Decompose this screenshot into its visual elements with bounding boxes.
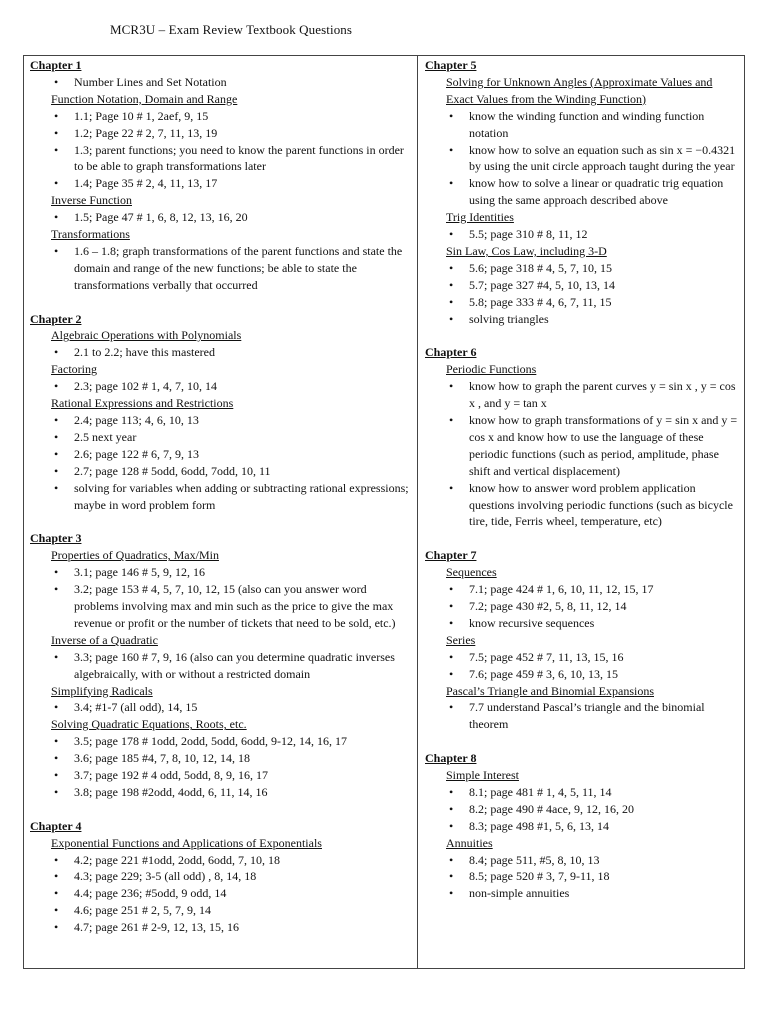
section-block [30, 395, 412, 513]
list-item: • 2.3; page 102 # 1, 4, 7, 10, 14 [30, 378, 412, 395]
chapter-block [425, 344, 740, 530]
section-block [425, 209, 740, 243]
list-item: • 7.6; page 459 # 3, 6, 10, 13, 15 [425, 666, 740, 683]
section-title: Sin Law, Cos Law, including 3-D [446, 243, 607, 258]
list-item: • 7.1; page 424 # 1, 6, 10, 11, 12, 15, 17 [425, 581, 740, 598]
section-title: Annuities [446, 835, 493, 850]
list-item: • know recursive sequences [425, 615, 740, 632]
chapter-title: Chapter 4 [30, 818, 82, 833]
list-item: • 1.6 – 1.8; graph transformations of the parent functions and state the domain and range of the new functions; be able to state the transformations verbally that occurred [30, 243, 412, 294]
list-item: • 8.4; page 511, #5, 8, 10, 13 [425, 852, 740, 869]
list-item: • 5.7; page 327 #4, 5, 10, 13, 14 [425, 277, 740, 294]
item-list [425, 649, 740, 683]
section-block [30, 361, 412, 395]
chapter-block [425, 750, 740, 902]
list-item: • 4.4; page 236; #5odd, 9 odd, 14 [30, 885, 412, 902]
item-list [30, 649, 412, 683]
section-block [425, 243, 740, 328]
list-item: • 7.5; page 452 # 7, 11, 13, 15, 16 [425, 649, 740, 666]
list-item: • solving triangles [425, 311, 740, 328]
section-block [425, 74, 740, 209]
list-item: • 3.2; page 153 # 4, 5, 7, 10, 12, 15 (also can you answer word problems involving max and min such as the price to give the max revenue or profit or the number of tickets that need to be sold, etc.) [30, 581, 412, 632]
section-block [425, 767, 740, 835]
column-divider [417, 55, 418, 969]
list-item: • 8.5; page 520 # 3, 7, 9-11, 18 [425, 868, 740, 885]
item-list [30, 108, 412, 193]
item-list [425, 581, 740, 632]
item-list [425, 108, 740, 209]
section-block [425, 835, 740, 903]
item-list [425, 852, 740, 903]
left-column [30, 57, 412, 953]
list-item: • 2.7; page 128 # 5odd, 6odd, 7odd, 10, 11 [30, 463, 412, 480]
list-item: • 2.5 next year [30, 429, 412, 446]
list-item: • 8.2; page 490 # 4ace, 9, 12, 16, 20 [425, 801, 740, 818]
item-list [425, 784, 740, 835]
section-title: Transformations [51, 227, 130, 242]
list-item: • 3.3; page 160 # 7, 9, 16 (also can you determine quadratic inverses algebraically, with or without a restricted domain [30, 649, 412, 683]
chapter-block [30, 818, 412, 936]
list-item: • 3.5; page 178 # 1odd, 2odd, 5odd, 6odd, 9-12, 14, 16, 17 [30, 733, 412, 750]
section-title: Simplifying Radicals [51, 683, 153, 698]
chapter-title: Chapter 5 [425, 58, 477, 72]
list-item: • 3.7; page 192 # 4 odd, 5odd, 8, 9, 16, 17 [30, 767, 412, 784]
list-item: • know how to answer word problem application questions involving periodic functions (such as bicycle tire, tide, Ferris wheel, temperature, etc) [425, 480, 740, 531]
item-list [425, 260, 740, 328]
section-block [30, 683, 412, 717]
section-block [425, 632, 740, 683]
section-title: Simple Interest [446, 768, 519, 783]
list-item: • 1.3; parent functions; you need to know the parent functions in order to be able to graph transformations later [30, 142, 412, 176]
list-item: • know how to solve a linear or quadratic trig equation using the same approach described above [425, 175, 740, 209]
list-item: • 7.2; page 430 #2, 5, 8, 11, 12, 14 [425, 598, 740, 615]
section-block [30, 632, 412, 683]
chapter-block [425, 547, 740, 733]
list-item: • 5.5; page 310 # 8, 11, 12 [425, 226, 740, 243]
section-block [30, 226, 412, 294]
document-title: MCR3U – Exam Review Textbook Questions [110, 22, 353, 37]
list-item: • solving for variables when adding or subtracting rational expressions; maybe in word problem form [30, 480, 412, 514]
list-item: • Number Lines and Set Notation [30, 74, 412, 91]
section-title: Periodic Functions [446, 362, 537, 377]
item-list [30, 378, 412, 395]
section-title: Inverse of a Quadratic [51, 632, 158, 647]
list-item: • 4.3; page 229; 3-5 (all odd) , 8, 14, 18 [30, 868, 412, 885]
section-title: Inverse Function [51, 193, 132, 208]
item-list [30, 344, 412, 361]
section-title: Solving for Unknown Angles (Approximate Values and Exact Values from the Winding Function) [446, 74, 713, 106]
list-item: • know how to graph transformations of y = sin x and y = cos x and know how to use the language of these periodic functions (such as period, amplitude, phase shift and vertical displacement) [425, 412, 740, 480]
list-item: • 5.8; page 333 # 4, 6, 7, 11, 15 [425, 294, 740, 311]
section-title: Algebraic Operations with Polynomials [51, 328, 242, 343]
section-block [30, 547, 412, 632]
list-item: • know how to solve an equation such as sin x = −0.4321 by using the unit circle approach taught during the year [425, 142, 740, 176]
section-title: Sequences [446, 565, 497, 580]
list-item: • 4.7; page 261 # 2-9, 12, 13, 15, 16 [30, 919, 412, 936]
list-item: • know the winding function and winding function notation [425, 108, 740, 142]
list-item: • 4.6; page 251 # 2, 5, 7, 9, 14 [30, 902, 412, 919]
list-item: • know how to graph the parent curves y = sin x , y = cos x , and y = tan x [425, 378, 740, 412]
list-item: • 4.2; page 221 #1odd, 2odd, 6odd, 7, 10, 18 [30, 852, 412, 869]
section-title: Factoring [51, 362, 97, 377]
section-title: Exponential Functions and Applications of Exponentials [51, 835, 322, 850]
chapter-block [30, 530, 412, 801]
item-list [30, 209, 412, 226]
section-title: Function Notation, Domain and Range [51, 91, 238, 106]
list-item: • 1.1; Page 10 # 1, 2aef, 9, 15 [30, 108, 412, 125]
chapter-title: Chapter 6 [425, 345, 477, 360]
section-block [30, 835, 412, 936]
item-list [425, 226, 740, 243]
list-item: • 8.1; page 481 # 1, 4, 5, 11, 14 [425, 784, 740, 801]
item-list [30, 74, 412, 91]
list-item: • 1.2; Page 22 # 2, 7, 11, 13, 19 [30, 125, 412, 142]
chapter-title: Chapter 8 [425, 751, 477, 766]
chapter-block [425, 57, 740, 328]
list-item: • 5.6; page 318 # 4, 5, 7, 10, 15 [425, 260, 740, 277]
list-item: • 3.1; page 146 # 5, 9, 12, 16 [30, 564, 412, 581]
item-list [425, 378, 740, 530]
list-item: • 2.4; page 113; 4, 6, 10, 13 [30, 412, 412, 429]
chapter-title: Chapter 3 [30, 531, 82, 546]
section-block [30, 91, 412, 192]
item-list [425, 699, 740, 733]
section-title: Solving Quadratic Equations, Roots, etc. [51, 717, 247, 732]
section-block [30, 327, 412, 361]
item-list [30, 733, 412, 801]
item-list [30, 699, 412, 716]
chapter-block [30, 311, 412, 514]
list-item: • 1.4; Page 35 # 2, 4, 11, 13, 17 [30, 175, 412, 192]
list-item: • 8.3; page 498 #1, 5, 6, 13, 14 [425, 818, 740, 835]
section-block [30, 716, 412, 801]
item-list [30, 852, 412, 937]
section-block [30, 192, 412, 226]
section-title: Rational Expressions and Restrictions [51, 396, 234, 411]
list-item: • 7.7 understand Pascal’s triangle and the binomial theorem [425, 699, 740, 733]
list-item: • 1.5; Page 47 # 1, 6, 8, 12, 13, 16, 20 [30, 209, 412, 226]
list-item: • 2.6; page 122 # 6, 7, 9, 13 [30, 446, 412, 463]
list-item: • 3.6; page 185 #4, 7, 8, 10, 12, 14, 18 [30, 750, 412, 767]
section-title: Properties of Quadratics, Max/Min [51, 548, 219, 563]
section-title: Trig Identities [446, 210, 514, 225]
chapter-title: Chapter 2 [30, 311, 82, 326]
section-title: Series [446, 632, 476, 647]
item-list [30, 564, 412, 632]
section-block [425, 361, 740, 530]
section-title: Pascal’s Triangle and Binomial Expansions [446, 683, 654, 698]
item-list [30, 243, 412, 294]
list-item: • non-simple annuities [425, 885, 740, 902]
list-item: • 3.4; #1-7 (all odd), 14, 15 [30, 699, 412, 716]
chapter-title: Chapter 1 [30, 58, 82, 72]
section-block [30, 74, 412, 91]
section-block [425, 683, 740, 734]
list-item: • 2.1 to 2.2; have this mastered [30, 344, 412, 361]
right-column [425, 57, 740, 919]
section-block [425, 564, 740, 632]
chapter-block [30, 57, 412, 294]
list-item: • 3.8; page 198 #2odd, 4odd, 6, 11, 14, 16 [30, 784, 412, 801]
item-list [30, 412, 412, 513]
chapter-title: Chapter 7 [425, 548, 477, 563]
